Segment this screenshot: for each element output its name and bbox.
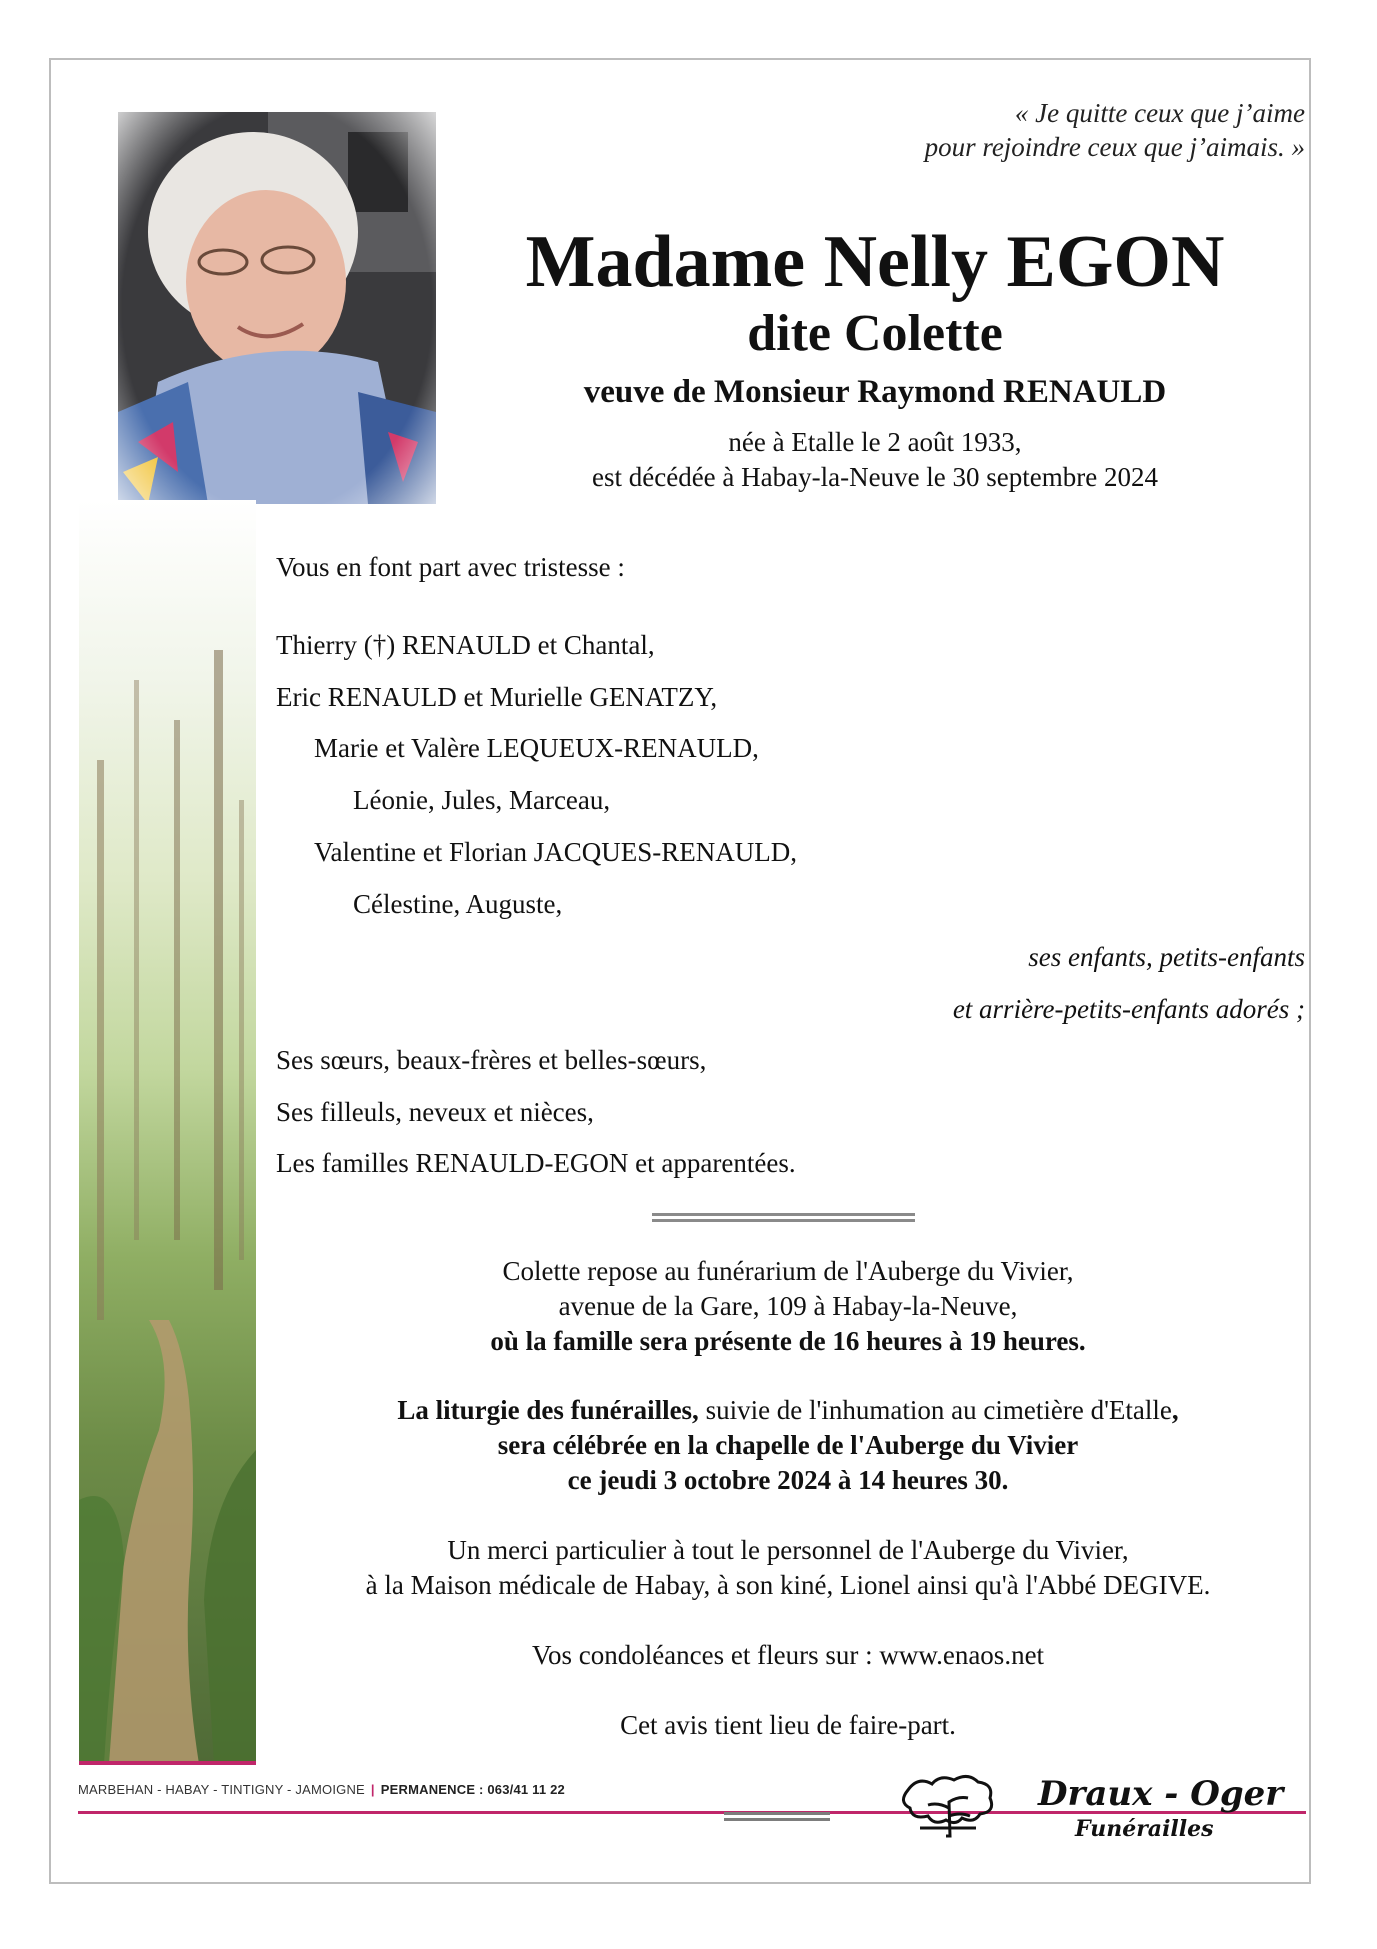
funeral-line	[276, 1393, 1300, 1428]
condolences-line: Vos condoléances et fleurs sur : www.enaos.net	[531, 1640, 1045, 1670]
footer-separator	[724, 1812, 830, 1821]
relatives-line: Ses sœurs, beaux-frères et belles-sœurs,	[276, 1045, 707, 1075]
portrait-photo	[118, 112, 436, 504]
visitation-info	[276, 1254, 1300, 1359]
footer-locations	[78, 1782, 565, 1797]
thanks-info	[276, 1533, 1300, 1603]
family-line: Léonie, Jules, Marceau,	[353, 785, 611, 816]
deceased-name: Madame Nelly EGON	[525, 221, 1225, 303]
relatives-line: Les familles RENAULD-EGON et apparentées.	[276, 1148, 796, 1179]
family-line: Marie et Valère LEQUEUX-RENAULD,	[314, 733, 759, 764]
quote-line: « Je quitte ceux que j’aime	[1014, 98, 1305, 128]
relation-line: ses enfants, petits-enfants	[1028, 942, 1305, 972]
family-line: Valentine et Florian JACQUES-RENAULD,	[314, 836, 797, 867]
family-relation	[953, 932, 1305, 1035]
relation-line: et arrière-petits-enfants adorés ;	[952, 993, 1305, 1024]
forest-path-image	[79, 500, 256, 1764]
funeral-liturgy-label: La liturgie des funérailles,	[397, 1395, 699, 1425]
birth-line: née à Etalle le 2 août 1933,	[728, 427, 1022, 457]
other-relatives	[276, 1035, 796, 1190]
thanks-line: à la Maison médicale de Habay, à son kiné, Lionel ainsi qu'à l'Abbé DEGIVE.	[365, 1570, 1211, 1600]
thanks-line: Un merci particulier à tout le personnel de l'Auberge du Vivier,	[447, 1535, 1129, 1565]
birth-death-info	[500, 425, 1250, 495]
brand-name: Draux - Oger	[1038, 1774, 1284, 1814]
visitation-line: avenue de la Gare, 109 à Habay-la-Neuve,	[558, 1291, 1018, 1321]
announcement-intro: Vous en font part avec tristesse :	[276, 552, 625, 582]
footer-pipe: |	[370, 1782, 375, 1797]
family-line: Thierry (†) RENAULD et Chantal,	[276, 630, 655, 660]
funeral-date: ce jeudi 3 octobre 2024 à 14 heures 30.	[567, 1465, 1009, 1495]
death-line: est décédée à Habay-la-Neuve le 30 septembre 2024	[592, 462, 1158, 492]
epigraph-quote	[925, 96, 1305, 164]
funeral-place: sera célébrée en la chapelle de l'Auberge du Vivier	[497, 1430, 1079, 1460]
family-line: Eric RENAULD et Murielle GENATZY,	[276, 681, 718, 712]
deceased-alias: dite Colette	[747, 305, 1003, 362]
tree-logo-icon	[898, 1772, 998, 1838]
double-separator	[652, 1213, 915, 1222]
family-line: Célestine, Auguste,	[353, 888, 563, 919]
funeral-info	[276, 1393, 1300, 1498]
brand-subtitle: Funérailles	[1075, 1816, 1214, 1842]
visitation-line: Colette repose au funérarium de l'Auberge du Vivier,	[502, 1256, 1074, 1286]
family-list	[276, 620, 797, 930]
relatives-line: Ses filleuls, neveux et nièces,	[276, 1096, 594, 1127]
funeral-burial: suivie de l'inhumation au cimetière d'Etalle	[698, 1395, 1172, 1425]
locations-text: MARBEHAN - HABAY - TINTIGNY - JAMOIGNE	[78, 1782, 365, 1797]
widow-of: veuve de Monsieur Raymond RENAULD	[583, 374, 1167, 410]
quote-line: pour rejoindre ceux que j’aimais. »	[924, 132, 1305, 162]
notice-line: Cet avis tient lieu de faire-part.	[620, 1710, 956, 1740]
funeral-comma: ,	[1171, 1395, 1179, 1425]
permanence-phone: PERMANENCE : 063/41 11 22	[380, 1782, 565, 1797]
forest-accent-line	[79, 1761, 256, 1765]
visitation-hours: où la famille sera présente de 16 heures à 19 heures.	[490, 1326, 1086, 1356]
